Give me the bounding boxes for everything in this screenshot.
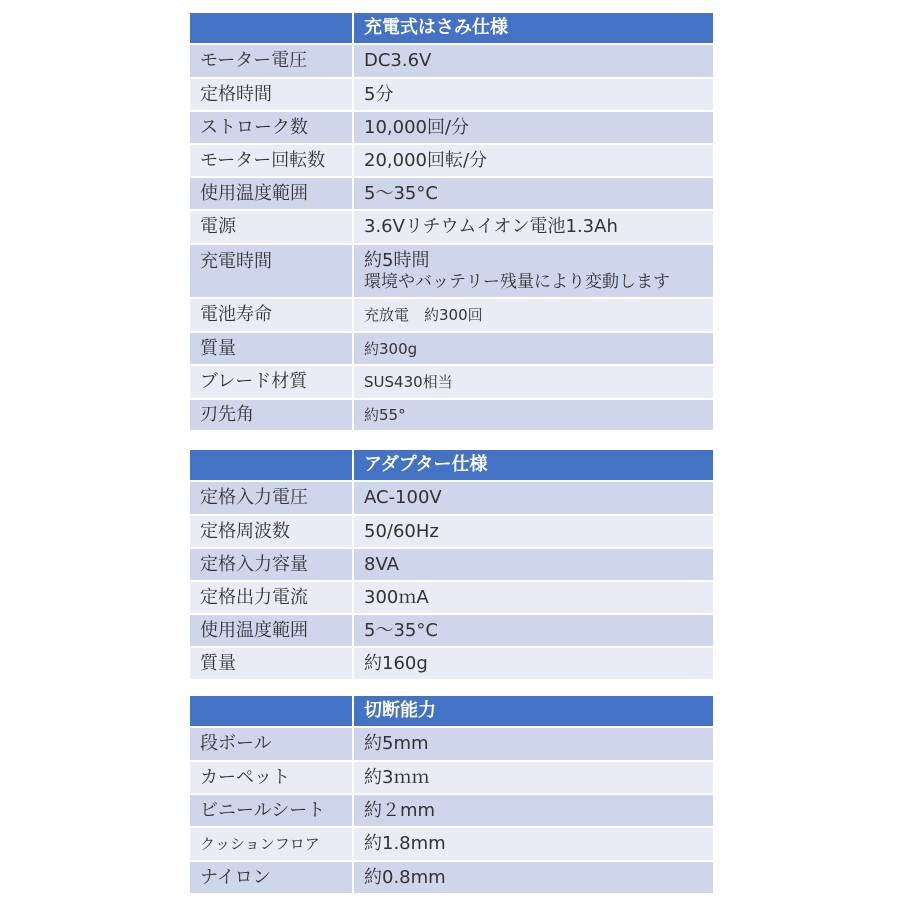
table-row (190, 145, 713, 178)
row-label: モーター電圧 (190, 45, 354, 77)
table-header-row (190, 450, 713, 482)
table-row (190, 516, 713, 549)
row-label: 電源 (190, 211, 354, 243)
row-value: 約160g (354, 648, 713, 679)
table-row (190, 245, 713, 299)
table-row (190, 178, 713, 211)
row-value: 5～35°C (354, 178, 713, 209)
row-label: 定格入力電圧 (190, 482, 354, 514)
row-label: 定格出力電流 (190, 582, 354, 613)
table-title: 充電式はさみ仕様 (354, 13, 713, 43)
row-value: 8VA (354, 549, 713, 580)
table-row (190, 862, 713, 895)
row-value: 約1.8mm (354, 828, 713, 860)
row-value: 5～35°C (354, 615, 713, 646)
row-label: モーター回転数 (190, 145, 354, 176)
row-value: 3.6Vリチウムイオン電池1.3Ah (354, 211, 713, 243)
table-row (190, 333, 713, 366)
table-row (190, 366, 713, 400)
row-value: 約5mm (354, 728, 713, 760)
row-label: クッションフロア (190, 828, 354, 860)
row-label: ナイロン (190, 862, 354, 893)
row-value: 約0.8mm (354, 862, 713, 893)
row-value: 約300g (354, 333, 713, 364)
row-label: 定格入力容量 (190, 549, 354, 580)
header-empty-cell (190, 696, 354, 726)
row-value: SUS430相当 (354, 366, 713, 398)
charge-time-value: 約5時間 (364, 250, 430, 271)
row-label: 段ボール (190, 728, 354, 760)
table-row (190, 45, 713, 79)
header-empty-cell (190, 13, 354, 43)
cutting-capacity-table (190, 696, 713, 895)
row-label: 質量 (190, 648, 354, 679)
table-title: 切断能力 (354, 696, 713, 726)
row-value: 約２mm (354, 795, 713, 826)
table-header-row (190, 696, 713, 728)
table-row (190, 648, 713, 681)
adapter-spec-table (190, 450, 713, 681)
row-label: ブレード材質 (190, 366, 354, 398)
row-value (354, 245, 713, 297)
table-row (190, 112, 713, 145)
row-label: 定格周波数 (190, 516, 354, 547)
row-label: ビニールシート (190, 795, 354, 826)
charge-time-note: 環境やバッテリー残量により変動します (364, 271, 670, 292)
table-row (190, 615, 713, 648)
row-label: ストローク数 (190, 112, 354, 143)
row-label: 定格時間 (190, 79, 354, 110)
row-value: 約55° (354, 400, 713, 430)
row-value: DC3.6V (354, 45, 713, 77)
table-row (190, 482, 713, 516)
row-value: 50/60Hz (354, 516, 713, 547)
row-label: 質量 (190, 333, 354, 364)
table-row (190, 795, 713, 828)
table-row (190, 211, 713, 245)
row-label: カーペット (190, 762, 354, 793)
row-value: 300ｍA (354, 582, 713, 613)
table-row (190, 728, 713, 762)
table-title: アダプター仕様 (354, 450, 713, 480)
row-value: 5分 (354, 79, 713, 110)
table-row (190, 762, 713, 795)
table-row (190, 400, 713, 432)
table-row (190, 299, 713, 333)
table-row (190, 79, 713, 112)
row-value: AC-100V (354, 482, 713, 514)
table-header-row (190, 13, 713, 45)
table-row (190, 828, 713, 862)
row-value: 約3ｍｍ (354, 762, 713, 793)
row-label: 充電時間 (190, 245, 354, 297)
row-value: 20,000回転/分 (354, 145, 713, 176)
table-row (190, 549, 713, 582)
table-row (190, 582, 713, 615)
row-label: 刃先角 (190, 400, 354, 430)
scissors-spec-table (190, 13, 713, 432)
row-label: 電池寿命 (190, 299, 354, 331)
row-value: 10,000回/分 (354, 112, 713, 143)
row-label: 使用温度範囲 (190, 178, 354, 209)
row-value: 充放電 約300回 (354, 299, 713, 331)
header-empty-cell (190, 450, 354, 480)
row-label: 使用温度範囲 (190, 615, 354, 646)
